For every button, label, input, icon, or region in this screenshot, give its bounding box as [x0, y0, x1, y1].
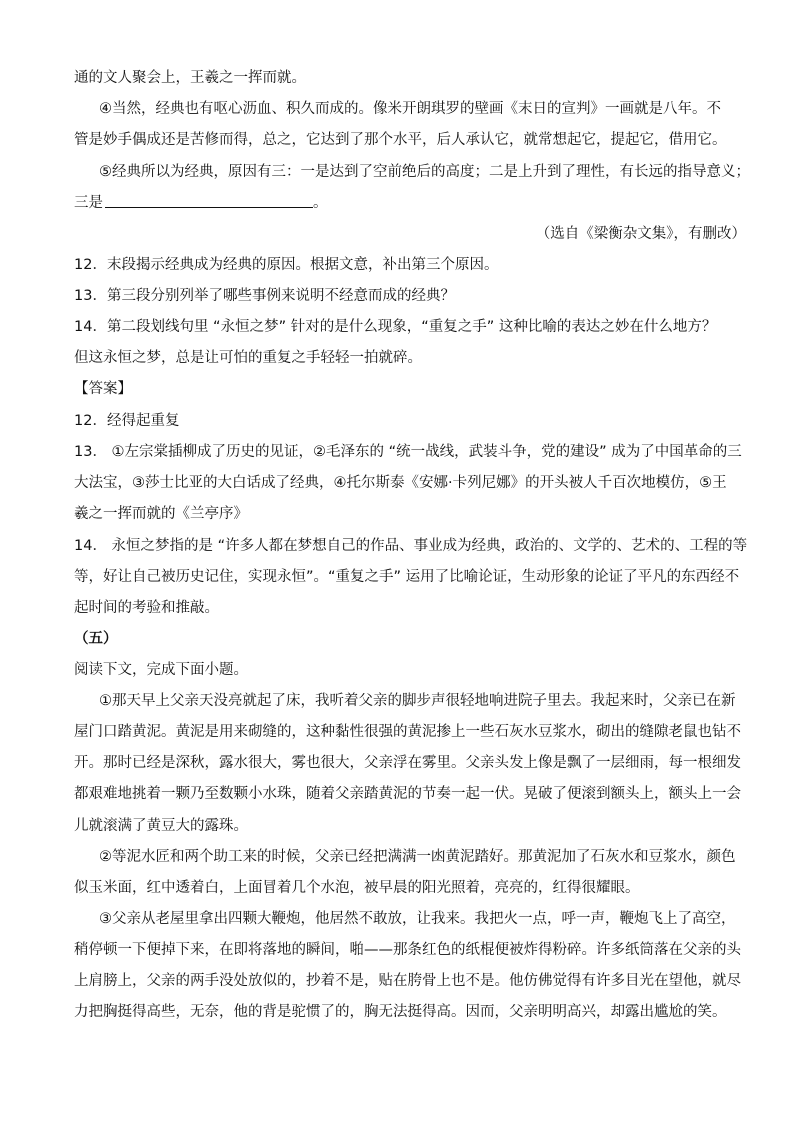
question-14-quote: 但这永恒之梦，总是让可怕的重复之手轻轻一拍就碎。	[74, 350, 422, 366]
source-citation: （选自《梁衡杂文集》，有删改）	[535, 226, 746, 242]
question-14: 14．第二段划线句里 “永恒之梦” 针对的是什么现象，“重复之手” 这种比喻的表达之妙在什么地方？	[74, 319, 717, 335]
story-paragraph-1-line-4: 都艰难地挑着一颗乃至数颗小水珠，随着父亲踏黄泥的节奏一起一伏。晃破了便滚到额头上，额头上一会	[74, 786, 741, 802]
article-paragraph-5-line-1: ⑤经典所以为经典，原因有三：一是达到了空前绝后的高度；二是上升到了理性，有长远的指导意义；	[99, 164, 750, 180]
story-paragraph-2-line-2: 似玉米面，红中透着白，上面冒着几个水泡，被早晨的阳光照着，亮亮的，红得很耀眼。	[74, 880, 640, 896]
story-paragraph-1-line-1: ①那天早上父亲天没亮就起了床，我听着父亲的脚步声很轻地响进院子里去。我起来时，父亲已在新	[99, 693, 736, 709]
article-paragraph-5-line-2	[74, 193, 328, 213]
answer-heading: 【答案】	[74, 381, 132, 397]
story-paragraph-2-line-1: ②等泥水匠和两个助工来的时候，父亲已经把满满一凼黄泥踏好。那黄泥加了石灰水和豆浆水，颜色	[99, 849, 736, 865]
paragraph-5-end: 。	[313, 195, 328, 211]
story-paragraph-1-line-3: 开。那时已经是深秋，露水很大，雾也很大，父亲浮在雾里。父亲头发上像是飘了一层细雨，每一根细发	[74, 755, 741, 771]
answer-13-line-2: 大法宝，③莎士比亚的大白话成了经典，④托尔斯泰《安娜·卡列尼娜》的开头被人千百次地模仿，⑤王	[74, 475, 727, 491]
story-paragraph-3-line-4: 力把胸挺得高些，无奈，他的背是驼惯了的，胸无法挺得高。因而，父亲明明高兴，却露出尴尬的笑。	[74, 1004, 727, 1020]
answer-13-line-1: 13． ①左宗棠插柳成了历史的见证，②毛泽东的 “统一战线，武装斗争，党的建设” 成为了中国革命的三	[74, 444, 742, 460]
fill-in-blank	[105, 193, 313, 208]
answer-14-line-2: 等，好让自己被历史记住，实现永恒”。“重复之手” 运用了比喻论证，生动形象的论证了平凡的东西经不	[74, 569, 740, 585]
answer-14-line-1: 14． 永恒之梦指的是 “许多人都在梦想自己的作品、事业成为经典，政治的、文学的、艺术的、工程的等	[74, 538, 748, 554]
answer-13-line-3: 羲之一挥而就的《兰亭序》	[74, 506, 248, 522]
story-paragraph-3-line-2: 稍停顿一下便掉下来，在即将落地的瞬间，啪——那条红色的纸棍便被炸得粉碎。许多纸筒落在父亲的头	[74, 942, 741, 958]
question-12: 12．末段揭示经典成为经典的原因。根据文意，补出第三个原因。	[74, 257, 499, 273]
section-5-heading: （五）	[74, 631, 118, 647]
story-paragraph-1-line-2: 屋门口踏黄泥。黄泥是用来砌缝的，这种黏性很强的黄泥掺上一些石灰水豆浆水，砌出的缝隙老鼠也钻不	[74, 724, 741, 740]
answer-14-line-3: 起时间的考验和推敲。	[74, 600, 219, 616]
article-paragraph-4-line-1: ④当然，经典也有呕心沥血、积久而成的。像米开朗琪罗的壁画《末日的宣判》一画就是八年。不	[99, 101, 721, 117]
story-paragraph-3-line-1: ③父亲从老屋里拿出四颗大鞭炮，他居然不敢放，让我来。我把火一点，呼一声，鞭炮飞上了高空，	[99, 911, 736, 927]
question-13: 13．第三段分别列举了哪些事例来说明不经意而成的经典？	[74, 288, 455, 304]
section-5-instruction: 阅读下文，完成下面小题。	[74, 662, 248, 678]
paragraph-5-lead: 三是	[74, 195, 103, 211]
story-paragraph-1-line-5: 儿就滚满了黄豆大的露珠。	[74, 818, 248, 834]
article-paragraph-4-line-2: 管是妙手偶成还是苦修而得，总之，它达到了那个水平，后人承认它，就常想起它，提起它，借用它。	[74, 132, 727, 148]
answer-12: 12．经得起重复	[74, 413, 180, 429]
article-paragraph-3-tail: 通的文人聚会上，王羲之一挥而就。	[74, 70, 306, 86]
story-paragraph-3-line-3: 上肩膀上，父亲的两手没处放似的，抄着不是，贴在胯骨上也不是。他仿佛觉得有许多目光在望他，就尽	[74, 973, 741, 989]
